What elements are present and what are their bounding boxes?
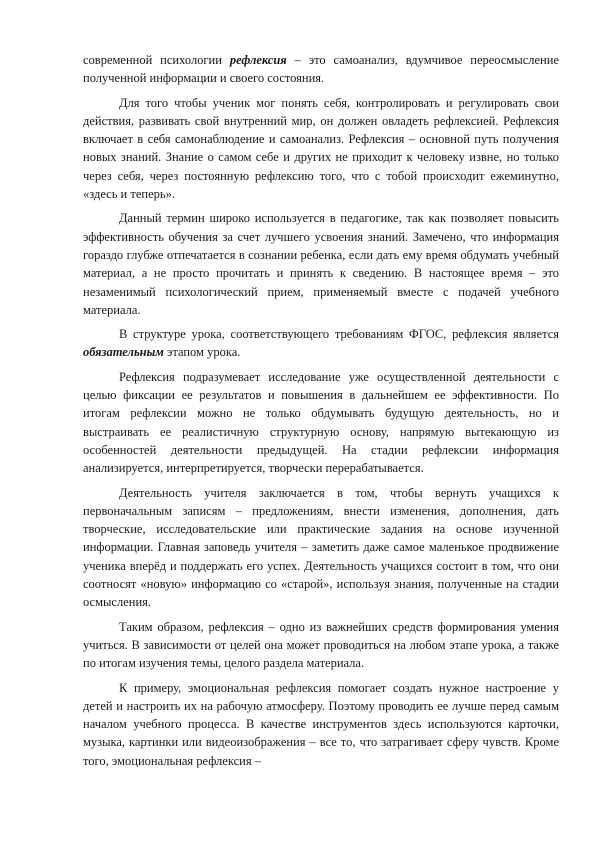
paragraph-3	[83, 209, 559, 319]
paragraph-4	[83, 325, 559, 362]
document-body	[83, 51, 559, 770]
emphasized-term: рефлексия	[229, 53, 287, 67]
paragraph-7	[83, 618, 559, 673]
paragraph-text: – это самоанализ, вдумчивое переосмысление полученной информации и своего состояния.	[83, 53, 559, 86]
paragraph-text: Данный термин широко используется в педагогике, так как позволяет повысить эффективность обучения за счет лучшего усвоения знаний. Замечено, что информация гораздо глубже отпечатается в сознании ребенка, если дать ему время обдумать учебный материал, а не просто прочитать и принять к сведению. В настоящее время – это незаменимый психологический прием, применяемый вместе с подачей учебного материала.	[83, 211, 559, 317]
paragraph-6	[83, 484, 559, 612]
paragraph-text: В структуре урока, соответствующего требованиям ФГОС, рефлексия является	[119, 327, 559, 342]
paragraph-5	[83, 368, 559, 478]
paragraph-8	[83, 679, 559, 770]
paragraph-1	[83, 51, 559, 88]
paragraph-text: Для того чтобы ученик мог понять себя, контролировать и регулировать свои действия, развивать свой внутренний мир, он должен овладеть рефлексией. Рефлексия включает в себя самонаблюдение и самоанализ. Рефлексия – основной путь получения новых знаний. Знание о самом себе и других не приходит к человеку извне, но только через себя, через постоянную рефлексию того, что с тобой происходит ежеминутно, «здесь и теперь».	[83, 95, 559, 202]
paragraph-text: Рефлексия подразумевает исследование уже осуществленной деятельности с целью фиксации ее результатов и повышения в дальнейшем ее эффективности. По итогам рефлексии можно не только обдумывать будущую деятельность, но и выстраивать ее реалистичную структурную основу, напрямую вытекающую из особенностей деятельности предыдущей. На стадии рефлексии информация анализируется, интерпретируется, творчески перерабатывается.	[83, 369, 559, 476]
paragraph-text: К примеру, эмоциональная рефлексия помогает создать нужное настроение у детей и настроить их на рабочую атмосферу. Поэтому проводить ее лучше перед самым началом учебного процесса. В качестве инструментов здесь используются карточки, музыка, картинки или видеоизображения – все то, что затрагивает сферу чувств. Кроме того, эмоциональная рефлексия –	[83, 680, 559, 768]
paragraph-text: современной психологии	[83, 53, 230, 67]
paragraph-text: этапом урока.	[163, 345, 241, 360]
emphasized-term: обязательным	[83, 345, 164, 360]
paragraph-text: Таким образом, рефлексия – одно из важнейших средств формирования умения учиться. В зависимости от целей она может проводиться на любом этапе урока, а также по итогам изучения темы, целого раздела материала.	[83, 619, 559, 671]
paragraph-text: Деятельность учителя заключается в том, чтобы вернуть учащихся к первоначальным записям – предложениям, внести изменения, дополнения, дать творческие, исследовательские или практические задания на основе изученной информации. Главная заповедь учителя – заметить даже самое маленькое продвижение ученика вперёд и поддержать его успех. Деятельность учащихся состоит в том, что они соотносят «новую» информацию со «старой», используя знания, полученные на стадии осмысления.	[83, 485, 559, 610]
paragraph-2	[83, 94, 559, 204]
